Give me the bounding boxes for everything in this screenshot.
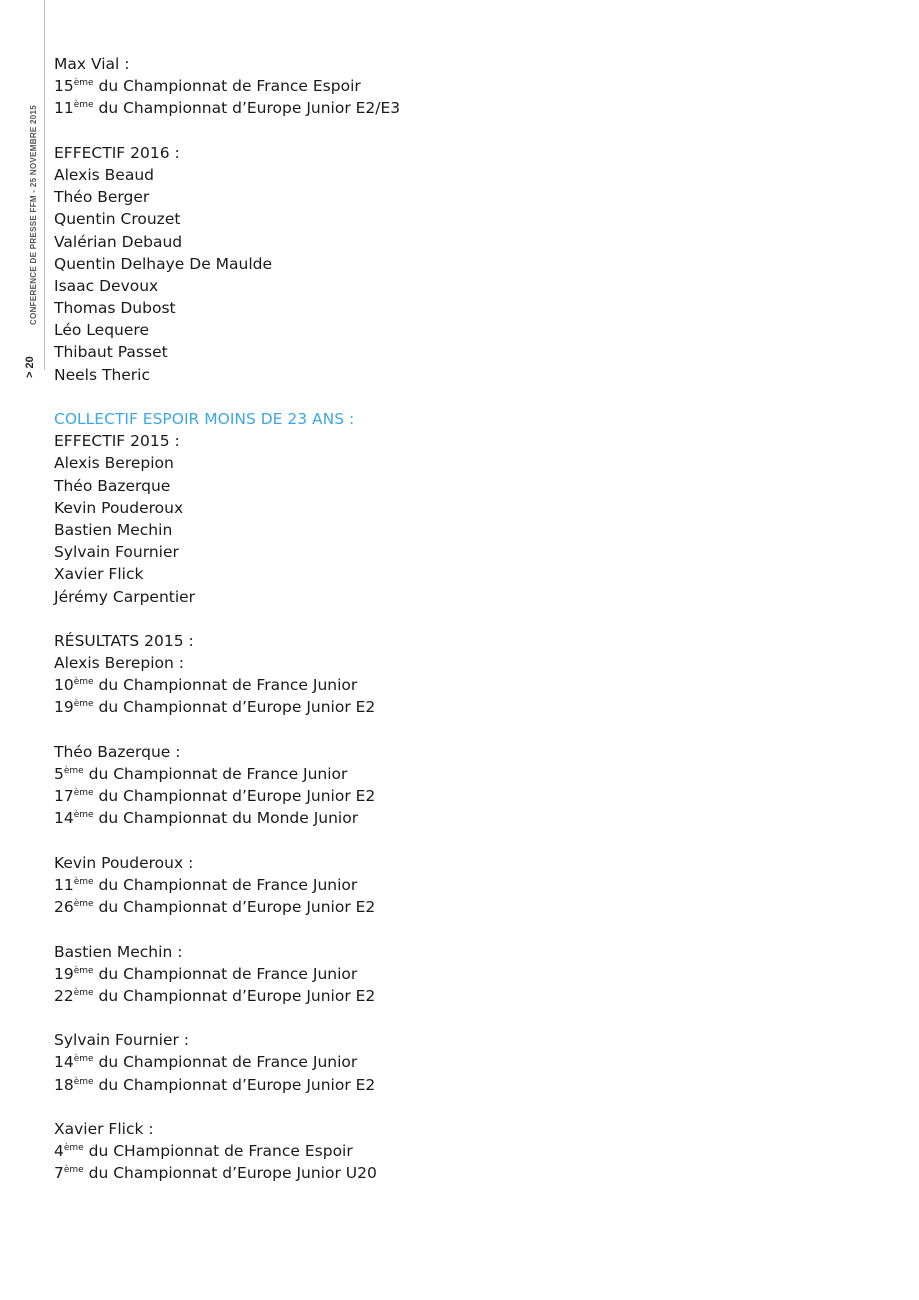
member-name: Quentin Delhaye De Maulde	[54, 254, 273, 273]
result-line: 14ème du Championnat du Monde Junior	[54, 809, 359, 828]
result-line: 11ème du Championnat d’Europe Junior E2/E3	[54, 99, 401, 118]
member-name: Bastien Mechin	[54, 520, 173, 539]
rider-name: Kevin Pouderoux :	[54, 853, 194, 872]
section-title: EFFECTIF 2015 :	[54, 432, 180, 451]
member-name: Xavier Flick	[54, 565, 144, 584]
member-name: Thomas Dubost	[54, 299, 176, 318]
member-name: Léo Lequere	[54, 321, 149, 340]
member-name: Théo Berger	[54, 188, 150, 207]
result-line: 10ème du Championnat de France Junior	[54, 676, 358, 695]
member-name: Kevin Pouderoux	[54, 498, 184, 517]
member-name: Sylvain Fournier	[54, 543, 179, 562]
section-title: EFFECTIF 2016 :	[54, 143, 180, 162]
result-line: 5ème du Championnat de France Junior	[54, 765, 348, 783]
result-line: 19ème du Championnat d’Europe Junior E2	[54, 698, 376, 717]
member-name: Théo Bazerque	[54, 476, 171, 495]
sidebar-divider	[44, 0, 45, 370]
member-name: Quentin Crouzet	[54, 210, 181, 229]
page-number: > 20	[24, 356, 36, 378]
document-header: CONFERENCE DE PRESSE FFM - 25 NOVEMBRE 2015	[29, 104, 38, 325]
result-line: 18ème du Championnat d’Europe Junior E2	[54, 1075, 376, 1094]
result-line: 15ème du Championnat de France Espoir	[54, 77, 361, 96]
member-name: Valérian Debaud	[54, 232, 183, 251]
rider-name: Bastien Mechin :	[54, 942, 183, 961]
rider-name: Sylvain Fournier :	[54, 1031, 190, 1050]
result-line: 22ème du Championnat d’Europe Junior E2	[54, 986, 376, 1005]
result-line: 19ème du Championnat de France Junior	[54, 964, 358, 983]
result-line: 4ème du CHampionnat de France Espoir	[54, 1142, 353, 1161]
section-title: RÉSULTATS 2015 :	[54, 631, 194, 650]
member-name: Isaac Devoux	[54, 276, 159, 295]
result-line: 11ème du Championnat de France Junior	[54, 875, 358, 894]
result-line: 17ème du Championnat d’Europe Junior E2	[54, 787, 376, 806]
member-name: Neels Theric	[54, 365, 151, 384]
result-line: 26ème du Championnat d’Europe Junior E2	[54, 898, 376, 917]
rider-name: Max Vial :	[54, 55, 130, 73]
result-line: 7ème du Championnat d’Europe Junior U20	[54, 1164, 377, 1183]
member-name: Alexis Berepion	[54, 454, 174, 473]
member-name: Thibaut Passet	[54, 343, 168, 362]
document-body	[54, 53, 874, 1185]
member-name: Jérémy Carpentier	[54, 587, 196, 606]
section-heading: COLLECTIF ESPOIR MOINS DE 23 ANS :	[54, 410, 355, 428]
rider-name: Alexis Berepion :	[54, 654, 184, 673]
result-line: 14ème du Championnat de France Junior	[54, 1053, 358, 1072]
rider-name: Xavier Flick :	[54, 1120, 154, 1138]
rider-name: Théo Bazerque :	[54, 742, 181, 761]
member-name: Alexis Beaud	[54, 165, 154, 184]
